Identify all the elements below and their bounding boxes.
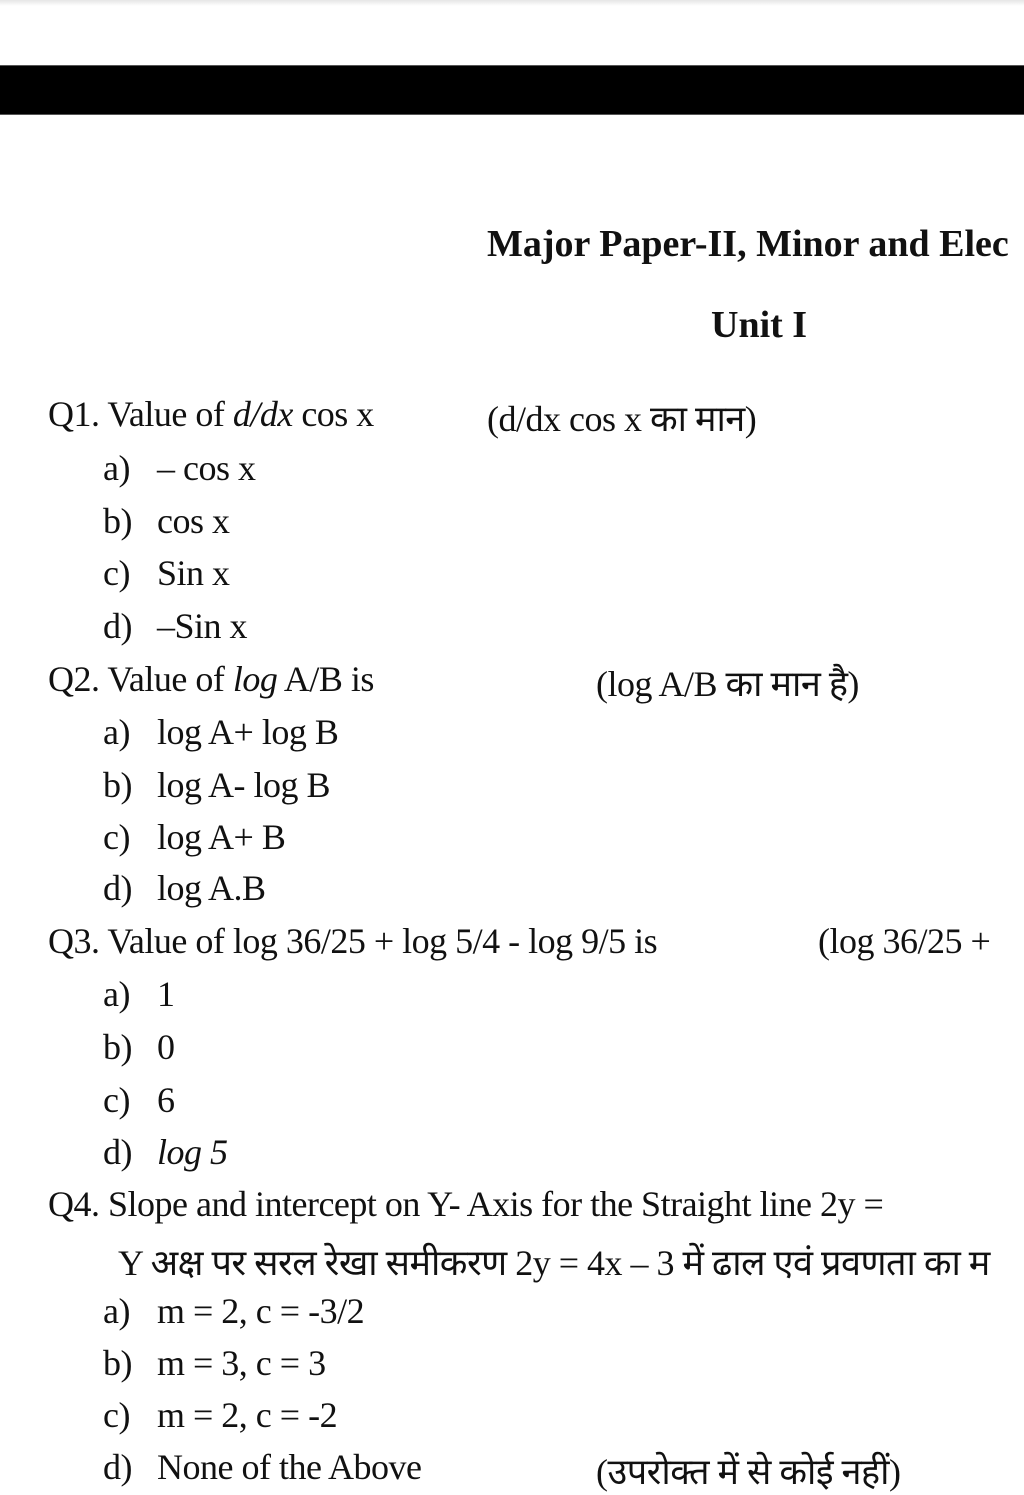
- option-label: d): [103, 1447, 132, 1487]
- option-text: m = 2, c = -3/2: [157, 1291, 365, 1331]
- option-label: b): [103, 765, 132, 805]
- option-label: c): [103, 553, 130, 593]
- q4-option-c[interactable]: [103, 1394, 337, 1436]
- question-text: Value of: [107, 394, 233, 434]
- question-2: [48, 658, 374, 700]
- option-text: log 5: [157, 1132, 228, 1172]
- option-label: b): [103, 501, 132, 541]
- q3-option-c[interactable]: [103, 1079, 175, 1121]
- unit-heading: Unit I: [711, 304, 808, 346]
- option-label: a): [103, 448, 130, 488]
- q3-option-b[interactable]: [103, 1026, 175, 1068]
- top-shadow: [0, 0, 1024, 6]
- question-3: [48, 920, 657, 962]
- q2-option-c[interactable]: [103, 816, 285, 858]
- option-label: a): [103, 1291, 130, 1331]
- option-label: c): [103, 817, 130, 857]
- question-math: log: [232, 659, 278, 699]
- q2-option-b[interactable]: [103, 764, 330, 806]
- option-text: m = 3, c = 3: [157, 1343, 326, 1383]
- question-number: Q2.: [48, 659, 100, 699]
- option-text: – cos x: [157, 448, 256, 488]
- q2-option-d[interactable]: [103, 867, 266, 909]
- option-text: 6: [157, 1080, 175, 1120]
- question-3-hindi: (log 36/25 +: [818, 921, 991, 961]
- option-label: b): [103, 1343, 132, 1383]
- option-text: log A.B: [157, 868, 266, 908]
- option-label: d): [103, 868, 132, 908]
- question-4-hindi: Y अक्ष पर सरल रेखा समीकरण 2y = 4x – 3 में ढाल एवं प्रवणता का म: [118, 1243, 990, 1283]
- question-2-hindi: (log A/B का मान है): [596, 664, 859, 704]
- question-1: [48, 393, 374, 435]
- q1-option-a[interactable]: [103, 447, 256, 489]
- option-label: a): [103, 974, 130, 1014]
- option-text: m = 2, c = -2: [157, 1395, 338, 1435]
- q3-option-a[interactable]: [103, 973, 175, 1015]
- option-label: c): [103, 1395, 130, 1435]
- option-text: 0: [157, 1027, 175, 1067]
- question-math: d/dx: [232, 394, 293, 434]
- question-text: Slope and intercept on Y- Axis for the Straight line 2y =: [108, 1184, 884, 1224]
- q4-option-a[interactable]: [103, 1290, 364, 1332]
- q1-option-d[interactable]: [103, 605, 247, 647]
- option-text: log A+ B: [157, 817, 286, 857]
- option-text: 1: [157, 974, 175, 1014]
- option-text: log A- log B: [157, 765, 331, 805]
- option-label: d): [103, 606, 132, 646]
- paper-title: Major Paper-II, Minor and Elec: [487, 223, 1009, 265]
- option-text: None of the Above: [157, 1447, 422, 1487]
- question-4: [48, 1183, 883, 1225]
- redaction-bar: [0, 65, 1024, 115]
- q1-option-c[interactable]: [103, 552, 230, 594]
- option-label: d): [103, 1132, 132, 1172]
- q4-option-b[interactable]: [103, 1342, 326, 1384]
- q4-option-d-hindi: (उपरोक्त में से कोई नहीं): [596, 1452, 901, 1492]
- option-label: c): [103, 1080, 130, 1120]
- question-text: A/B is: [277, 659, 374, 699]
- option-text: Sin x: [157, 553, 230, 593]
- question-text: Value of: [107, 659, 233, 699]
- question-number: Q4.: [48, 1184, 100, 1224]
- question-number: Q3.: [48, 921, 100, 961]
- question-1-hindi: (d/dx cos x का मान): [487, 399, 757, 439]
- question-text: cos x: [292, 394, 374, 434]
- option-label: a): [103, 712, 130, 752]
- q1-option-b[interactable]: [103, 500, 230, 542]
- q4-option-d[interactable]: [103, 1446, 421, 1488]
- question-number: Q1.: [48, 394, 100, 434]
- question-text: Value of log 36/25 + log 5/4 - log 9/5 is: [107, 921, 658, 961]
- q2-option-a[interactable]: [103, 711, 338, 753]
- q3-option-d[interactable]: [103, 1131, 228, 1173]
- option-label: b): [103, 1027, 132, 1067]
- option-text: cos x: [157, 501, 230, 541]
- option-text: log A+ log B: [157, 712, 339, 752]
- option-text: –Sin x: [157, 606, 248, 646]
